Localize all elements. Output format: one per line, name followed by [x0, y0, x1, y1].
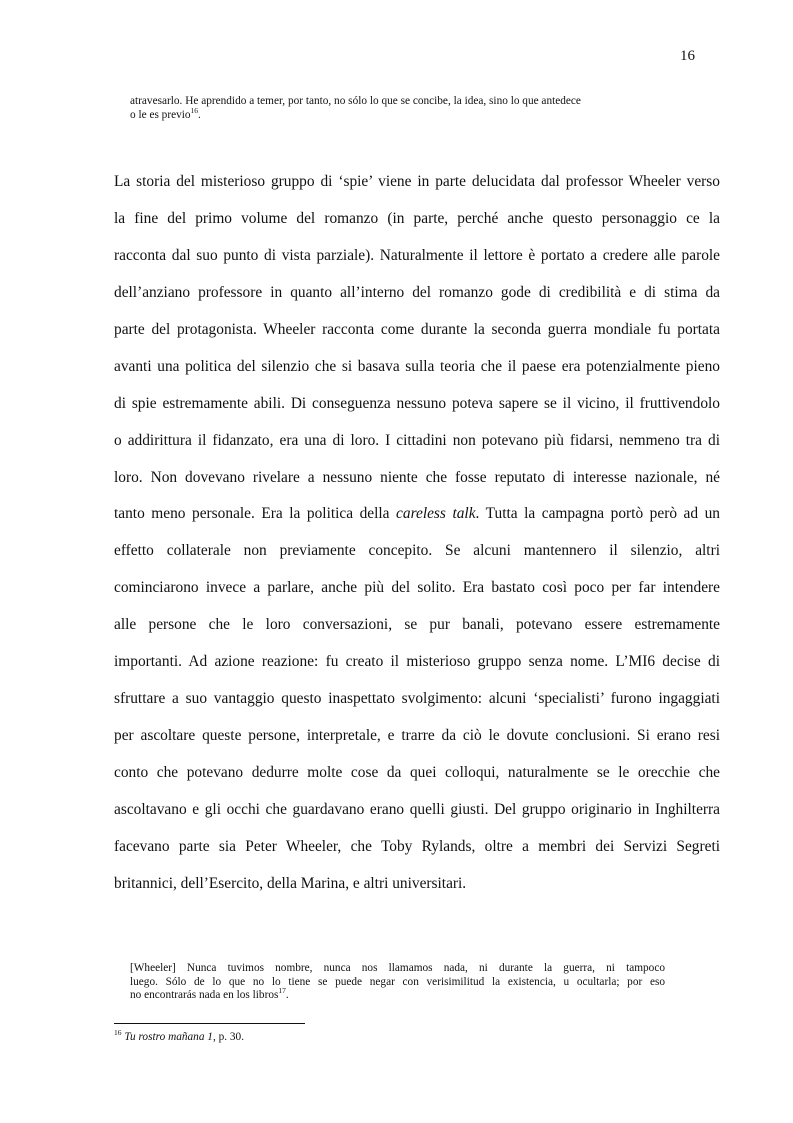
body-line: loro. Non dovevano rivelare a nessuno niente che fosse reputato di interesse nazionale, né — [114, 468, 720, 486]
body-paragraph — [114, 168, 720, 907]
body-line: la fine del primo volume del romanzo (in parte, perché anche questo personaggio ce la — [114, 209, 720, 227]
body-line: facevano parte sia Peter Wheeler, che Toby Rylands, oltre a membri dei Servizi Segreti — [114, 837, 720, 855]
footnote — [114, 1030, 714, 1044]
italic-term: careless talk — [396, 505, 476, 523]
body-line: parte del protagonista. Wheeler racconta come durante la seconda guerra mondiale fu portata — [114, 320, 720, 338]
quote-line: luego. Sólo de lo que no lo tiene se puede negar con verisimilitud la existencia, u ocultarla; por eso — [130, 975, 665, 988]
quote-line: [Wheeler] Nunca tuvimos nombre, nunca nos llamamos nada, ni durante la guerra, ni tampoco — [130, 962, 665, 974]
body-line: importanti. Ad azione reazione: fu creato il misterioso gruppo senza nome. L’MI6 decise di — [114, 653, 720, 671]
body-line: sfruttare a suo vantaggio questo inaspettato svolgimento: alcuni ‘specialisti’ furono ingaggiati — [114, 690, 720, 708]
body-line: britannici, dell’Esercito, della Marina, e altri universitari. — [114, 874, 467, 892]
body-line: ascoltavano e gli occhi che guardavano erano quelli giusti. Del gruppo originario in Inghilterra — [114, 800, 720, 818]
body-line: La storia del misterioso gruppo di ‘spie’ viene in parte delucidata dal professor Wheeler verso — [114, 173, 720, 190]
footnote-text: , p. 30. — [212, 1031, 245, 1043]
quote-line: atravesarlo. He aprendido a temer, por tanto, no sólo lo que se concibe, la idea, sino lo que antedece — [130, 95, 581, 107]
body-line: cominciarono invece a parlare, anche più del solito. Era bastato così poco per far intendere — [114, 579, 720, 597]
quote-text: o le es previo — [130, 108, 191, 121]
footnote-reference[interactable]: 17 — [278, 986, 286, 995]
quote-text: . — [198, 108, 201, 121]
body-line: o addirittura il fidanzato, era una di loro. I cittadini non potevano più fidarsi, nemmeno tra di — [114, 431, 720, 449]
body-line: alle persone che le loro conversazioni, se pur banali, potevano essere estremamente — [114, 616, 720, 634]
body-line: effetto collaterale non previamente concepito. Se alcuni mantennero il silenzio, altri — [114, 542, 720, 560]
body-text: tanto meno personale. Era la politica della — [114, 505, 397, 523]
block-quote-top — [130, 95, 665, 122]
quote-text: . — [285, 989, 289, 1001]
body-line: dell’anziano professore in quanto all’interno del romanzo gode di credibilità e di stima da — [114, 283, 720, 301]
footnote-separator — [114, 1023, 305, 1024]
footnote-reference[interactable]: 16 — [190, 105, 199, 115]
body-line — [114, 500, 720, 537]
body-line: avanti una politica del silenzio che si basava sulla teoria che il paese era potenzialmente pieno — [114, 357, 720, 375]
footnote-number: 16 — [114, 1028, 122, 1037]
body-line: per ascoltare queste persone, interpretale, e trarre da ciò le dovute conclusioni. Si erano resi — [114, 727, 720, 745]
block-quote-bottom — [130, 962, 665, 1003]
page-number: 16 — [680, 48, 695, 64]
body-line: di spie estremamente abili. Di conseguenza nessuno poteva sapere se il vicino, il fruttivendolo — [114, 394, 720, 412]
body-text: . Tutta la campagna portò però ad un — [475, 505, 721, 523]
body-line: conto che potevano dedurre molte cose da quei colloqui, naturalmente se le orecchie che — [114, 764, 720, 781]
footnote-title: Tu rostro mañana 1 — [124, 1031, 213, 1043]
quote-line — [130, 986, 665, 1003]
quote-line — [130, 105, 665, 123]
quote-text: no encontrarás nada en los libros — [130, 989, 279, 1001]
body-line: racconta dal suo punto di vista parziale). Naturalmente il lettore è portato a credere alle parole — [114, 246, 720, 264]
